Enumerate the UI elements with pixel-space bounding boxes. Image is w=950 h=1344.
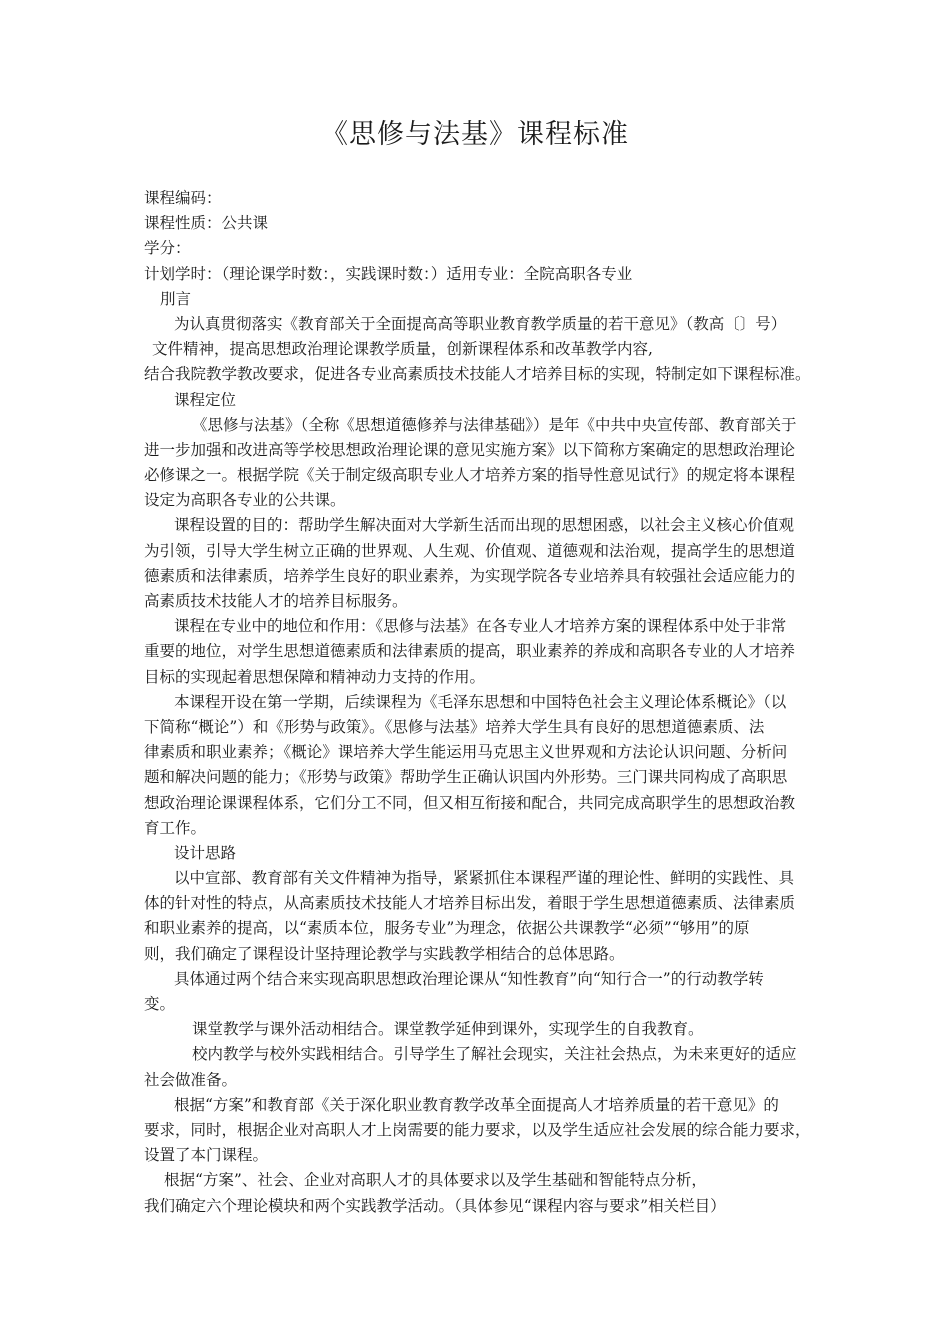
section-heading-design: 设计思路	[174, 843, 237, 862]
paragraph-line: 题和解决问题的能力；《形势与政策》帮助学生正确认识国内外形势。三门课共同构成了高职思	[144, 768, 788, 787]
course-credit: 学分：	[144, 239, 191, 258]
paragraph-line: 设定为高职各专业的公共课。	[144, 491, 346, 510]
paragraph-line: 体的针对性的特点，从高素质技术技能人才培养目标出发，着眼于学生思想道德素质、法律素质	[144, 894, 796, 913]
paragraph-line: 社会做准备。	[144, 1070, 238, 1089]
paragraph-line: 课程在专业中的地位和作用：《思修与法基》在各专业人才培养方案的课程体系中处于非常	[174, 617, 787, 636]
paragraph-line: 结合我院教学教改要求，促进各专业高素质技术技能人才培养目标的实现，特制定如下课程标准。	[144, 365, 811, 384]
paragraph-line: 育工作。	[144, 818, 207, 837]
paragraph-line: 变。	[144, 995, 176, 1013]
paragraph-line: 德素质和法律素质，培养学生良好的职业素养，为实现学院各专业培养具有较强社会适应能力的	[144, 566, 796, 585]
paragraph-line: 课堂教学与课外活动相结合。课堂教学延伸到课外，实现学生的自我教育。	[192, 1020, 704, 1039]
paragraph-line: 为认真贯彻落实《教育部关于全面提高高等职业教育教学质量的若干意见》（教高〔〕号）	[174, 314, 787, 333]
paragraph-line: 课程设置的目的：帮助学生解决面对大学新生活而出现的思想困惑，以社会主义核心价值观	[174, 516, 795, 535]
paragraph-line: 以中宣部、教育部有关文件精神为指导，紧紧抓住本课程严谨的理论性、鲜明的实践性、具	[174, 869, 795, 888]
paragraph-line: 《思修与法基》（全称《思想道德修养与法律基础》）是年《中共中央宣传部、教育部关于	[192, 415, 797, 434]
paragraph-line: 进一步加强和改进高等学校思想政治理论课的意见实施方案》以下简称方案确定的思想政治理论	[144, 440, 796, 459]
paragraph-line: 则，我们确定了课程设计坚持理论教学与实践教学相结合的总体思路。	[144, 944, 625, 963]
paragraph-line: 本课程开设在第一学期，后续课程为《毛泽东思想和中国特色社会主义理论体系概论》（以	[174, 692, 787, 711]
section-heading-preface: 刖言	[160, 289, 192, 308]
document-title: 《思修与法基》课程标准	[321, 119, 629, 150]
course-hours: 计划学时：（理论课学时数：，实践课时数：）适用专业：全院高职各专业	[144, 264, 633, 283]
paragraph-line: 根据“方案”和教育部《关于深化职业教育教学改革全面提高人才培养质量的若干意见》的	[174, 1095, 779, 1114]
paragraph-line: 想政治理论课课程体系，它们分工不同，但又相互衔接和配合，共同完成高职学生的思想政治教	[144, 793, 796, 812]
document-body	[144, 186, 872, 1219]
paragraph-line: 高素质技术技能人才的培养目标服务。	[144, 592, 408, 610]
paragraph-line: 律素质和职业素养；《概论》课培养大学生能运用马克思主义世界观和方法论认识问题、分析问	[144, 743, 788, 762]
paragraph-line: 必修课之一。根据学院《关于制定级高职专业人才培养方案的指导性意见试行》的规定将本课程	[144, 466, 796, 485]
section-heading-positioning: 课程定位	[174, 390, 237, 409]
paragraph-line: 根据“方案”、社会、企业对高职人才的具体要求以及学生基础和智能特点分析，	[164, 1171, 707, 1190]
paragraph-line: 重要的地位，对学生思想道德素质和法律素质的提高，职业素养的养成和高职各专业的人才培养	[144, 642, 796, 661]
paragraph-line: 为引领，引导大学生树立正确的世界观、人生观、价值观、道德观和法治观，提高学生的思想道	[144, 541, 796, 560]
paragraph-line: 目标的实现起着思想保障和精神动力支持的作用。	[144, 667, 486, 686]
paragraph-line: 下简称“概论”）和《形势与政策》。《思修与法基》培养大学生具有良好的思想道德素质、法	[144, 717, 765, 736]
paragraph-line: 具体通过两个结合来实现高职思想政治理论课从“知性教育”向“知行合一”的行动教学转	[174, 969, 764, 988]
paragraph-line: 设置了本门课程。	[144, 1146, 269, 1165]
course-code: 课程编码：	[144, 189, 222, 207]
paragraph-line: 和职业素养的提高，以“素质本位，服务专业”为理念，依据公共课教学“必须”“够用”的原	[144, 919, 750, 938]
paragraph-line: 要求，同时，根据企业对高职人才上岗需要的能力要求，以及学生适应社会发展的综合能力要求，	[144, 1120, 811, 1139]
paragraph-line: 校内教学与校外实践相结合。引导学生了解社会现实，关注社会热点，为未来更好的适应	[192, 1045, 797, 1064]
course-nature: 课程性质：公共课	[144, 214, 269, 233]
paragraph-line: 我们确定六个理论模块和两个实践教学活动。（具体参见“课程内容与要求”相关栏目）	[144, 1196, 726, 1215]
paragraph-line: 文件精神，提高思想政治理论课教学质量，创新课程体系和改革教学内容,	[152, 340, 653, 359]
